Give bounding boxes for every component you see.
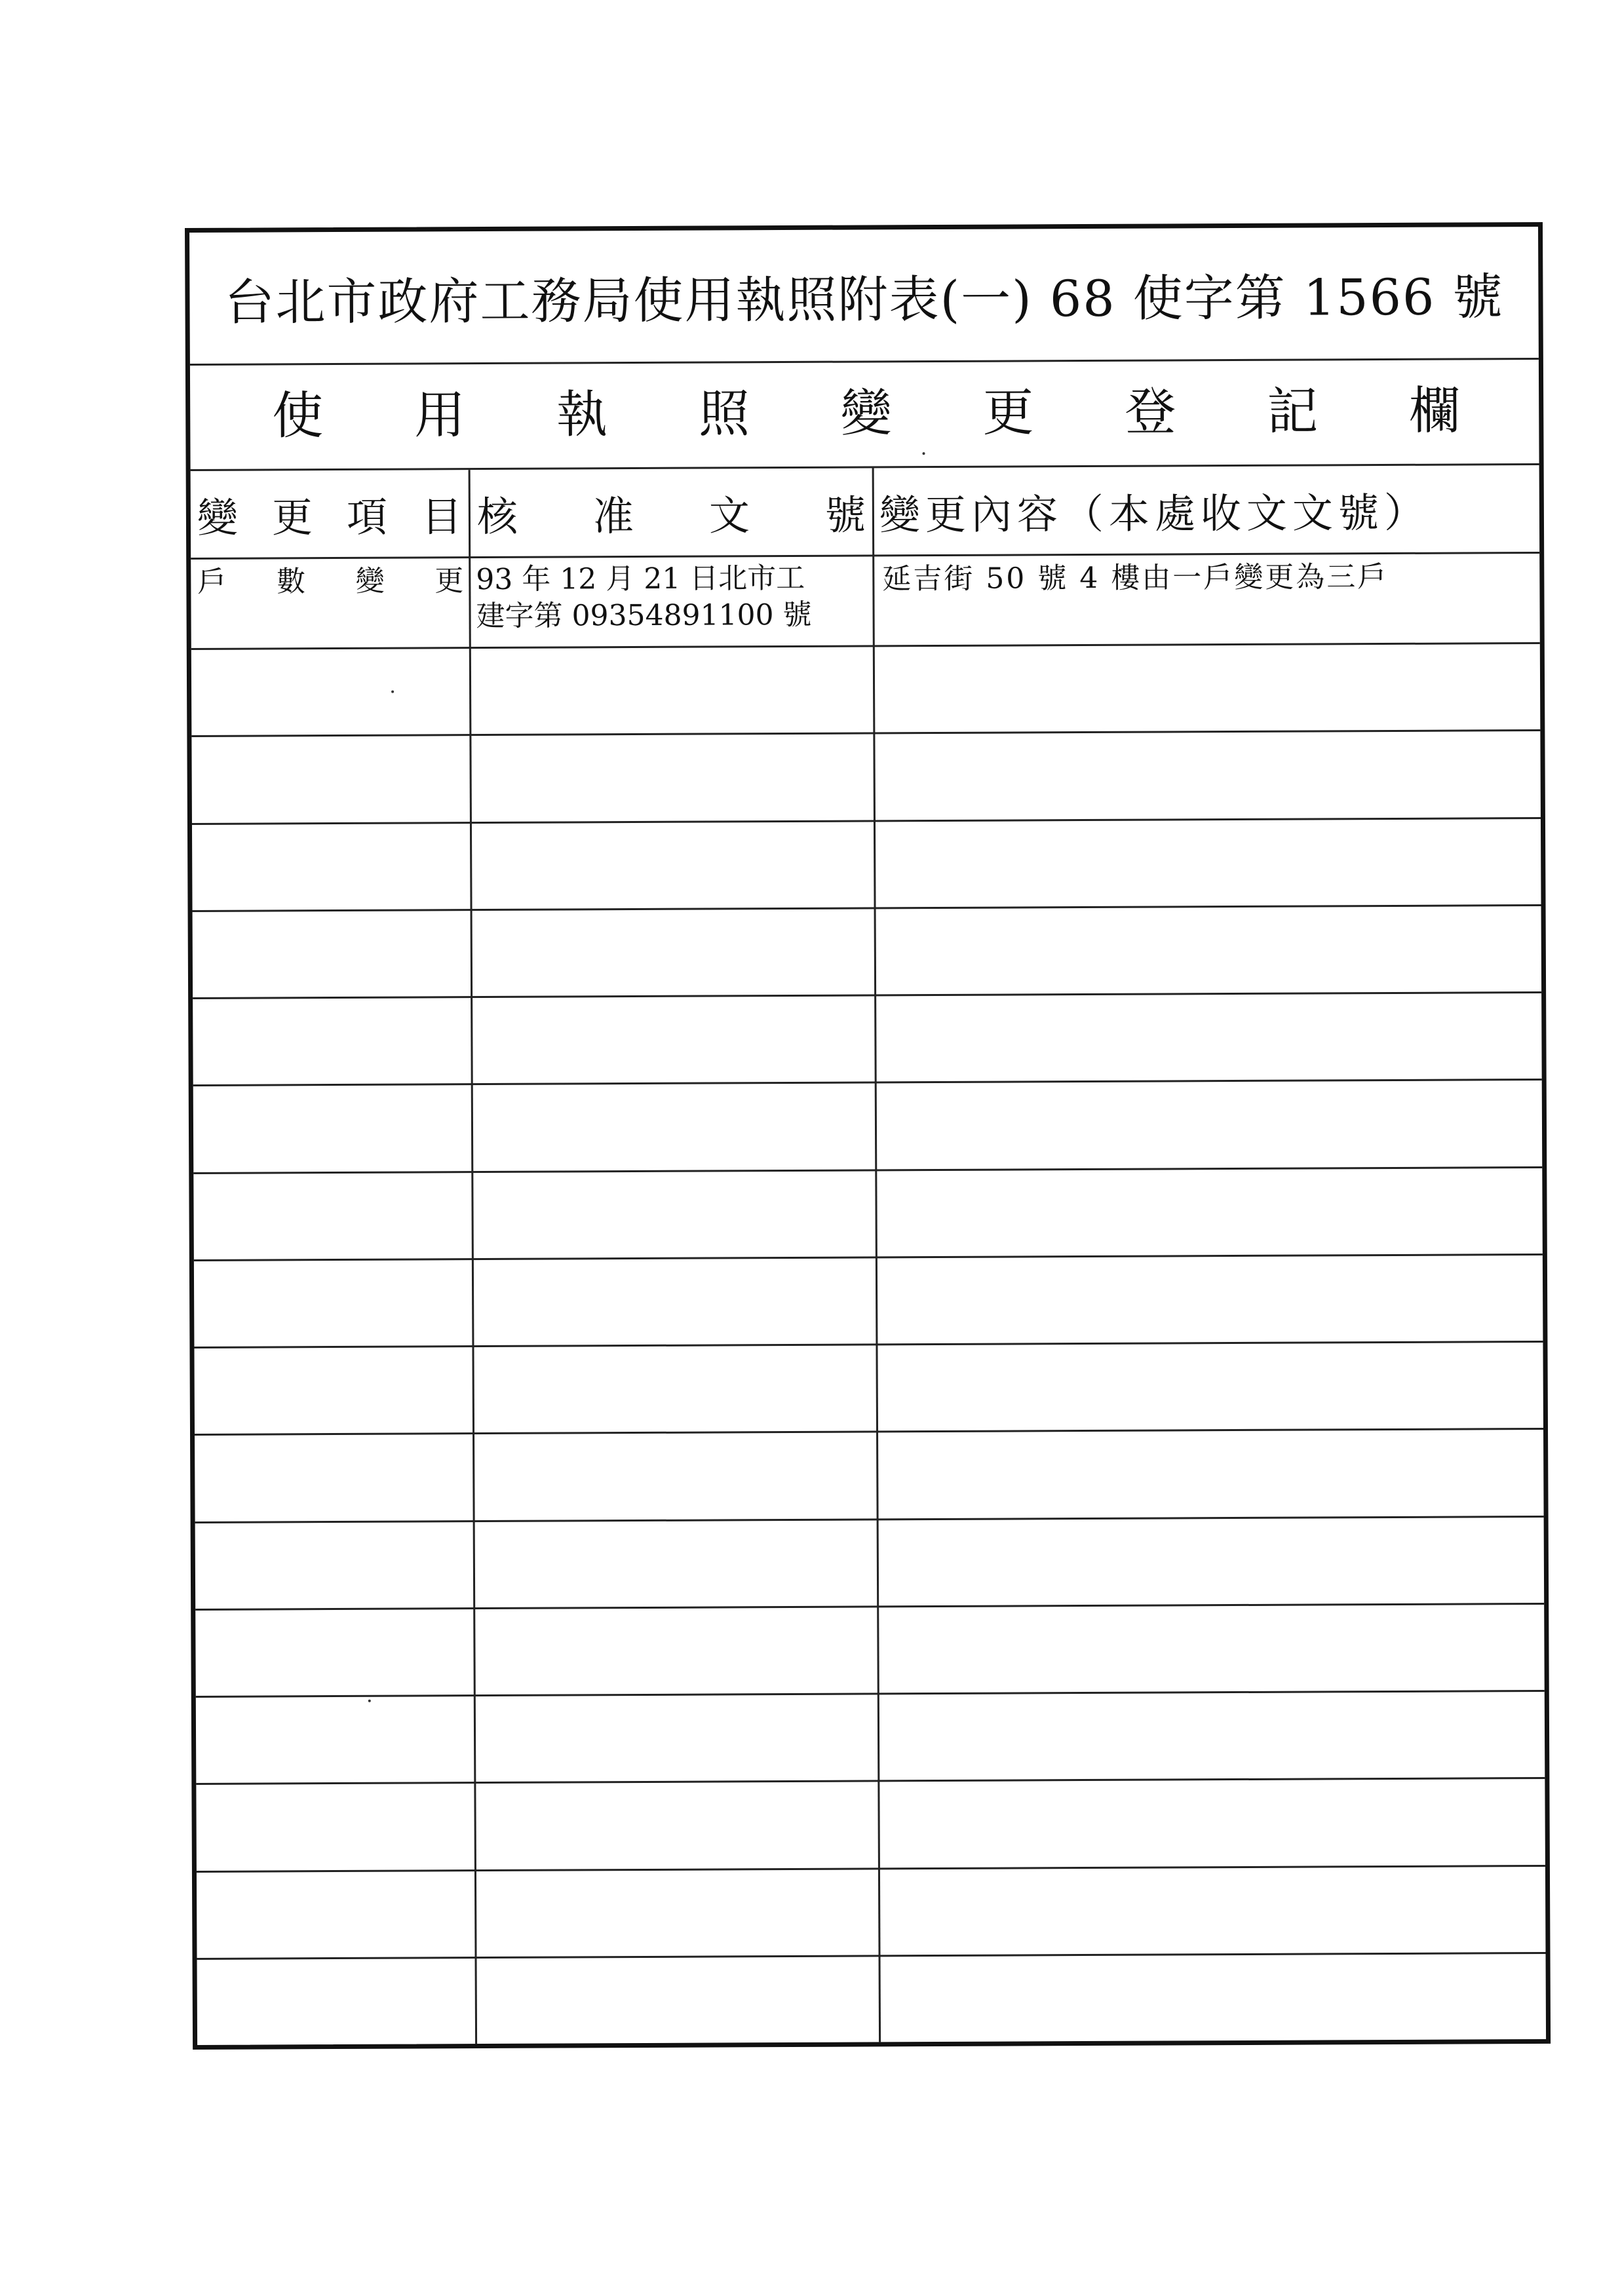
blank-row-divider bbox=[196, 1690, 1545, 1698]
header-char: 准 bbox=[592, 491, 634, 540]
register-heading-char: 使 bbox=[272, 386, 324, 446]
register-heading-char: 照 bbox=[698, 384, 750, 444]
header-char: 目 bbox=[421, 492, 463, 541]
blank-row-divider bbox=[195, 1603, 1544, 1611]
blank-row-divider bbox=[193, 991, 1541, 999]
approval-line-2: 建字第 09354891100 號 bbox=[476, 598, 812, 634]
register-heading-char: 執 bbox=[556, 385, 608, 445]
entry-change-content bbox=[874, 552, 1540, 645]
header-text: 變更內容（本處收文文號） bbox=[879, 488, 1431, 539]
register-heading-char: 登 bbox=[1125, 382, 1176, 442]
entry-change-item bbox=[191, 556, 469, 648]
header-char: 變 bbox=[197, 493, 239, 542]
blank-row-divider bbox=[194, 1253, 1543, 1261]
permit-attachment-form bbox=[185, 222, 1551, 2050]
entry-content-text: 延吉街 50 號 4 樓由一戶變更為三戶 bbox=[882, 560, 1389, 596]
entry-char: 數 bbox=[276, 565, 306, 599]
header-char: 核 bbox=[476, 492, 518, 541]
entry-char: 戶 bbox=[197, 565, 227, 599]
header-char: 號 bbox=[824, 490, 866, 539]
scan-speck bbox=[368, 1700, 371, 1702]
header-char: 項 bbox=[346, 493, 388, 541]
scan-speck bbox=[391, 691, 394, 693]
blank-row-divider bbox=[192, 817, 1541, 825]
column-divider bbox=[872, 468, 881, 2042]
blank-row-divider bbox=[197, 1952, 1546, 1960]
column-divider bbox=[469, 470, 477, 2044]
blank-row-divider bbox=[193, 1166, 1542, 1174]
header-char: 文 bbox=[708, 491, 750, 540]
blank-row-divider bbox=[195, 1428, 1543, 1436]
register-heading-char: 記 bbox=[1267, 381, 1319, 442]
entry-char: 更 bbox=[434, 564, 464, 598]
register-heading-char: 用 bbox=[414, 385, 466, 445]
register-heading bbox=[190, 358, 1539, 471]
form-title: 台北市政府工務局使用執照附表(一) 68 使字第 1566 號 bbox=[224, 267, 1504, 332]
blank-row-divider bbox=[193, 1079, 1542, 1086]
blank-row-divider bbox=[194, 1341, 1543, 1349]
column-header-approval-number bbox=[471, 468, 873, 556]
register-heading-char: 欄 bbox=[1408, 381, 1461, 441]
blank-row-divider bbox=[193, 904, 1541, 912]
blank-row-divider bbox=[197, 1865, 1545, 1873]
form-title-row bbox=[189, 227, 1539, 366]
blank-row-divider bbox=[196, 1777, 1545, 1785]
blank-row-divider bbox=[195, 1516, 1544, 1523]
scan-speck bbox=[923, 452, 925, 455]
register-heading-char: 更 bbox=[982, 383, 1034, 443]
approval-line-1: 93 年 12 月 21 日北市工 bbox=[476, 561, 805, 597]
entry-approval-number bbox=[471, 554, 873, 647]
column-header-change-content bbox=[874, 465, 1540, 554]
column-header-change-item bbox=[191, 470, 469, 558]
blank-row-divider bbox=[191, 729, 1540, 737]
change-register-table bbox=[191, 465, 1546, 2045]
header-char: 更 bbox=[271, 493, 313, 541]
entry-char: 變 bbox=[355, 564, 385, 598]
register-heading-char: 變 bbox=[840, 383, 892, 444]
